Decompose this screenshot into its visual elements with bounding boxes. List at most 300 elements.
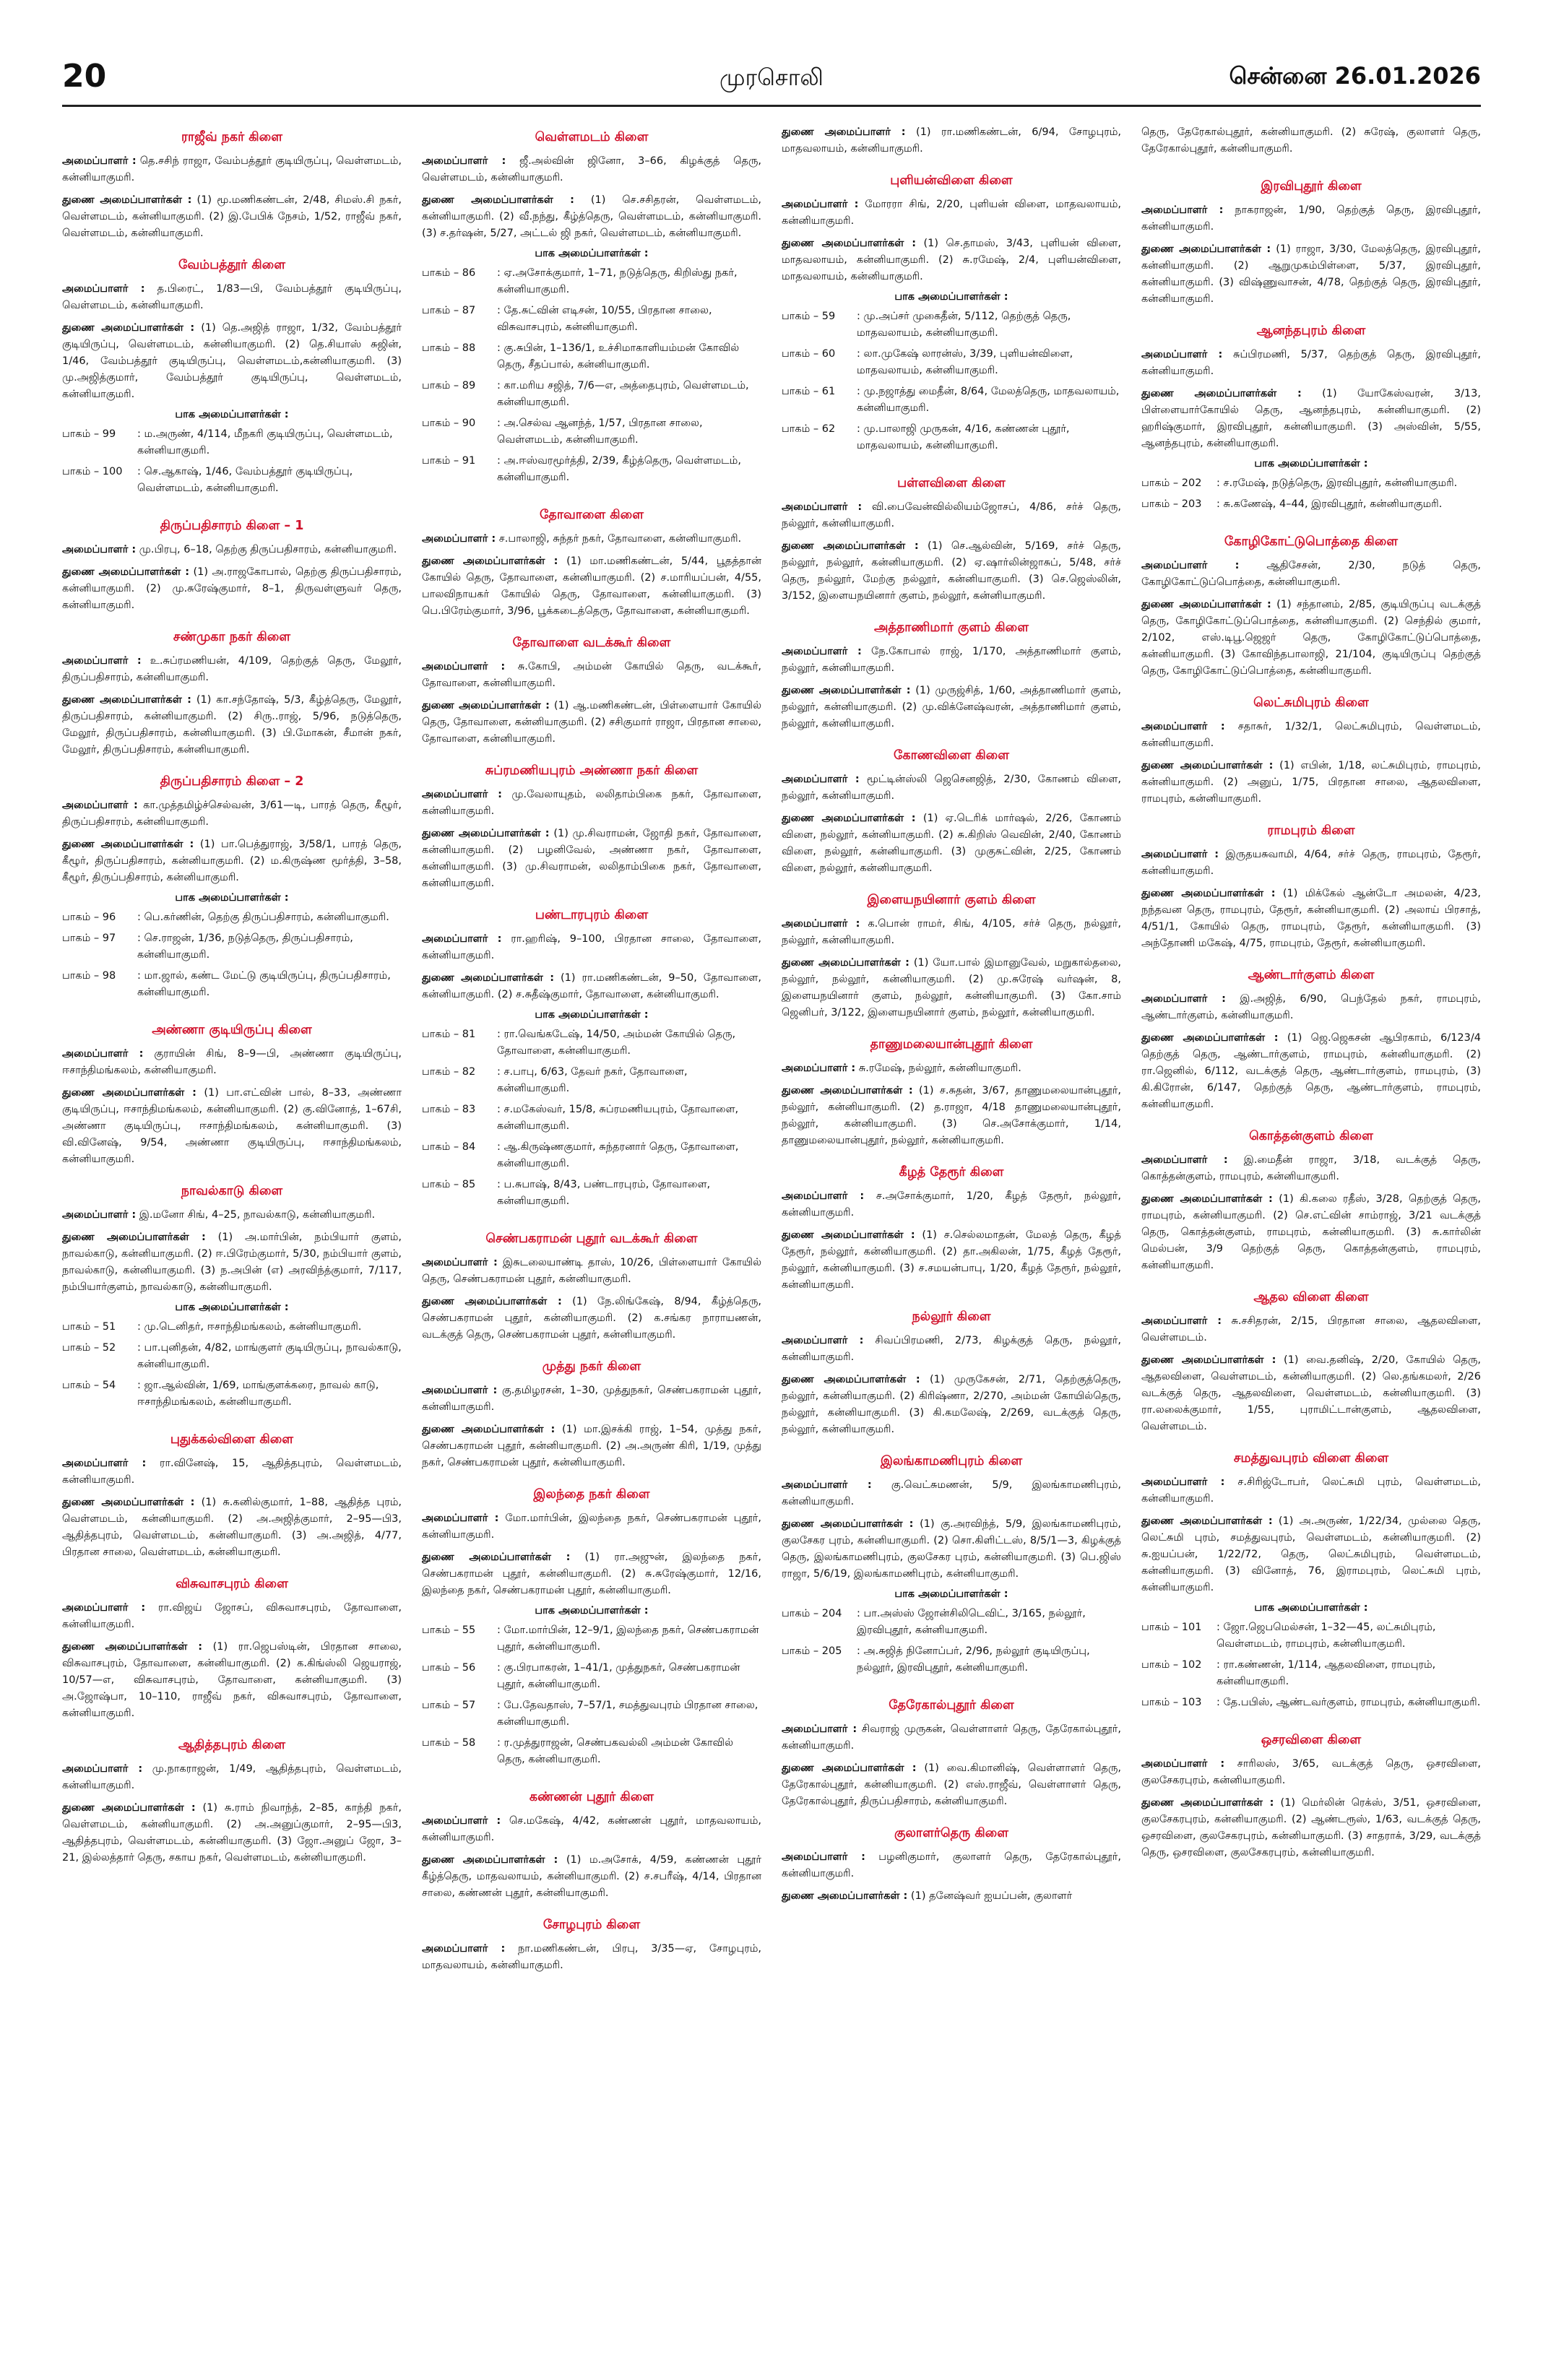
office-bearer-entry <box>782 916 1121 949</box>
booth-text: : கா.மரிய சஜித், 7/6—எ, அத்தைபுரம், வெள்ளமடம், கன்னியாகுமரி. <box>497 380 749 408</box>
booth-number: பாகம் – 91 <box>422 455 476 467</box>
entry-text: (1) ரா.அஜுன், இலந்தை நகர், செண்பகராமன் புதூர், கன்னியாகுமரி. (2) சு.சுரேஷ்குமார், 12/16, இலந்தை நகர், செண்பகராமன் புதூர், கன்னியாகுமரி. <box>422 1552 761 1596</box>
office-bearer-entry <box>1141 886 1481 952</box>
entry-text: (1) பா.பெத்துராஜ், 3/58/1, பாரத் தெரு, கீழூர், திருப்பதிசாரம், கன்னியாகுமரி. (2) ம.கிருஷ்ண மூர்த்தி, 3–58, கீழூர், திருப்பதிசாரம், கன்னியாகுமரி. <box>62 839 402 883</box>
entry-text: தெ.சசிந் ராஜா, வேம்பத்தூர் குடியிருப்பு, வெள்ளமடம், கன்னியாகுமரி. <box>62 155 402 183</box>
role-label: துணை அமைப்பாளர்கள் : <box>782 813 916 824</box>
office-bearer-entry <box>62 1639 402 1722</box>
office-bearer-entry <box>62 281 402 314</box>
office-bearer-entry <box>1141 1795 1481 1861</box>
role-label: துணை அமைப்பாளர்கள் : <box>422 1552 571 1563</box>
booth-row <box>1141 1619 1481 1653</box>
booth-heading: பாக அமைப்பாளர்கள் : <box>894 291 1008 303</box>
entry-text: சிவராஜ் முருகன், வெள்ளாளர் தெரு, தேரேகால்புதூர், கன்னியாகுமரி. <box>782 1723 1121 1752</box>
branch-section <box>1141 823 1481 952</box>
booth-number: பாகம் – 82 <box>422 1066 476 1078</box>
office-bearer-entry <box>1141 347 1481 380</box>
booth-text: : ம.அருண், 4/114, மீநகரி குடியிருப்பு, வெள்ளமடம், கன்னியாகுமரி. <box>137 428 393 456</box>
booth-text: : ஜா.ஆல்வின், 1/69, மாங்குளக்கரை, நாவல் காடு, ஈசாந்திமங்கலம், கன்னியாகுமரி. <box>137 1380 379 1408</box>
branch-section <box>422 508 761 620</box>
booth-row <box>422 1064 761 1097</box>
branch-section <box>782 476 1121 605</box>
booth-row <box>782 1606 1121 1639</box>
booth-heading: பாக அமைப்பாளர்கள் : <box>1254 1602 1368 1614</box>
booth-number: பாகம் – 51 <box>62 1321 116 1333</box>
entry-text: (1) அ.ராஜகோபால், தெற்கு திருப்பதிசாரம், கன்னியாகுமரி. (2) மு.சுரேஷ்குமார், 8–1, திருவள்ளுவர் தெரு, கன்னியாகுமரி. <box>62 566 402 611</box>
branch-section <box>62 1577 402 1722</box>
office-bearer-entry <box>422 931 761 964</box>
branch-section <box>1141 968 1481 1113</box>
booth-number: பாகம் – 89 <box>422 380 476 391</box>
role-label: துணை அமைப்பாளர்கள் : <box>782 1374 920 1385</box>
office-bearer-entry <box>1141 124 1481 157</box>
role-label: அமைப்பாளர் : <box>422 789 502 800</box>
office-bearer-entry <box>422 826 761 892</box>
branch-title: ராஜீவ் நகர் கிளை <box>181 130 282 144</box>
role-label: அமைப்பாளர் : <box>62 155 137 167</box>
entry-text: (1) வை.கிமானிஷ், வெள்ளாளர் தெரு, தேரேகால்புதூர், கன்னியாகுமரி. (2) எஸ்.ராஜீவ், வெள்ளாளர் தெரு, தேரேகால்புதூர், திருப்பதிசாரம், கன்னியாகுமரி. <box>782 1762 1121 1807</box>
column-1 <box>62 124 402 2349</box>
office-bearer-entry <box>782 1760 1121 1810</box>
office-bearer-entry <box>782 1060 1121 1077</box>
branch-section <box>782 1165 1121 1294</box>
office-bearer-entry <box>782 683 1121 732</box>
entry-text: (1) ச.செல்லமாதன், மேலத் தெரு, கீழத் தேரூர், நல்லூர், கன்னியாகுமரி. (2) தா.அகிலன், 1/75, கீழத் தேரூர், நல்லூர், கன்னியாகுமரி. (3) ச.சமயன்பாபு, 1/20, கீழத் தேரூர், நல்லூர், கன்னியாகுமரி. <box>782 1229 1121 1291</box>
role-label: துணை அமைப்பாளர்கள் : <box>1141 243 1271 255</box>
role-label: அமைப்பாளர் : <box>1141 349 1223 360</box>
branch-section <box>1141 696 1481 808</box>
office-bearer-entry <box>1141 991 1481 1024</box>
office-bearer-entry <box>1141 202 1481 235</box>
article-columns <box>62 124 1481 2349</box>
booth-number: பாகம் – 57 <box>422 1700 476 1711</box>
page-number: 20 <box>62 58 107 95</box>
entry-text: வி.பைவேன்வில்லியம்ஜோசப், 4/86, சர்ச் தெரு, நல்லூர், கன்னியாகுமரி. <box>782 501 1121 529</box>
entry-text: (1) ச.சுதன், 3/67, தாணுமலையான்புதூர், நல்லூர், கன்னியாகுமரி. (2) த.ராஜா, 4/18 தாணுமலையான்புதூர், நல்லூர், கன்னியாகுமரி. (3) செ.அசோக்குமார், 1/14, தாணுமலையான்புதூர், நல்லூர், கன்னியாகுமரி. <box>782 1085 1121 1146</box>
booth-text: : மு.அப்சர் முகைதீன், 5/112, தெற்குத் தெரு, மாதவலாயம், கன்னியாகுமரி. <box>857 311 1071 339</box>
booth-number: பாகம் – 62 <box>782 423 836 435</box>
branch-section <box>62 1432 402 1561</box>
role-label: துணை அமைப்பாளர்கள் : <box>62 1232 206 1243</box>
role-label: அமைப்பாளர் : <box>782 1190 865 1202</box>
booth-row <box>62 1340 402 1373</box>
branch-title: கோழிகோட்டுபொத்தை கிளை <box>1224 535 1399 549</box>
booth-text: : தே.பபிஸ், ஆண்டவர்குளம், ராமபுரம், கன்னியாகுமரி. <box>1216 1697 1481 1708</box>
booth-text: : மோ.மார்பின், 12–9/1, இலந்தை நகர், செண்பகராமன் புதூர், கன்னியாகுமரி. <box>497 1624 759 1653</box>
office-bearer-entry <box>1141 1152 1481 1185</box>
role-label: துணை அமைப்பாளர்கள் : <box>422 972 555 984</box>
role-label: துணை அமைப்பாளர்கள் : <box>782 685 911 696</box>
office-bearer-entry <box>1141 1474 1481 1507</box>
office-bearer-entry <box>422 153 761 186</box>
office-bearer-entry <box>782 810 1121 877</box>
entry-text: ரா.விஜய் ஜோசப், விசுவாசபுரம், தோவாளை, கன்னியாகுமரி. <box>62 1602 402 1630</box>
branch-title: பள்ளவிளை கிளை <box>897 476 1006 490</box>
entry-text: (1) ராஜா, 3/30, மேலத்தெரு, இரவிபுதூர், கன்னியாகுமரி. (2) ஆறுமுகம்பிள்ளை, 5/37, இரவிபுதூர், கன்னியாகுமரி. (3) விஷ்ணுவாசன், 4/78, தெற்குத் தெரு, இரவிபுதூர், கன்னியாகுமரி. <box>1141 243 1481 305</box>
role-label: துணை அமைப்பாளர்கள் : <box>782 1229 915 1241</box>
branch-title: பண்டாரபுரம் கிளை <box>535 908 649 922</box>
booth-row <box>1141 1657 1481 1690</box>
role-label: அமைப்பாளர் : <box>62 283 145 295</box>
entry-text: (1) மெர்லின் ரெக்ஸ், 3/51, ஒசரவிளை, குலசேகரபுரம், கன்னியாகுமரி. (2) ஆண்டரூஸ், 1/63, வடக்குத் தெரு, ஒசரவிளை, குலசேகரபுரம், கன்னியாகுமரி. (3) சாதராக், 3/29, வடக்குத் தெரு, ஒசரவிளை, குலசேகரபுரம், கன்னியாகுமரி. <box>1141 1797 1481 1858</box>
office-bearer-entry <box>422 659 761 692</box>
office-bearer-entry <box>422 1549 761 1599</box>
entry-text: (1) சந்தானம், 2/85, குடியிருப்பு வடக்குத் தெரு, கோழிகோட்டுப்பொத்தை, கன்னியாகுமரி. (2) செந்தில் குமார், 2/102, எஸ்.டிபூ.ஜெஜர் தெரு, கோழிகோட்டுப்பொத்தை, கன்னியாகுமரி. (3) கோவிந்தபாலாஜி, 21/104, குடியிருப்பு தெற்குத் தெரு, கோழிகோட்டுப்பொத்தை, கன்னியாகுமரி. <box>1141 599 1481 677</box>
branch-section <box>62 630 402 758</box>
office-bearer-entry <box>422 1510 761 1544</box>
office-bearer-entry <box>782 644 1121 677</box>
entry-text: (1) சு.ராம் நிவாந்த், 2–85, காந்தி நகர், வெள்ளமடம், கன்னியாகுமரி. (2) அ.அனுப்குமார், 2–95—பி3, ஆதித்தபுரம், வெள்ளமடம், கன்னியாகுமரி. (3) ஜோ.அனுப் ஜோ, 3–21, இல்லத்தார் தெரு, சகாய நகர், வெள்ளமடம், கன்னியாகுமரி. <box>62 1802 402 1864</box>
office-bearer-entry <box>422 1382 761 1416</box>
role-label: அமைப்பாளர் : <box>422 933 502 945</box>
office-bearer-entry <box>62 1085 402 1168</box>
role-label: துணை அமைப்பாளர்கள் : <box>62 839 194 850</box>
branch-title: கீழத் தேரூர் கிளை <box>899 1165 1004 1180</box>
branch-section <box>422 908 761 1210</box>
entry-text: சிவப்பிரமணி, 2/73, கிழக்குத் தெரு, நல்லூர், கன்னியாகுமரி. <box>782 1335 1121 1363</box>
office-bearer-entry <box>782 1721 1121 1754</box>
booth-number: பாகம் – 84 <box>422 1141 476 1153</box>
booth-heading: பாக அமைப்பாளர்கள் : <box>1254 458 1368 469</box>
branch-title: இலங்காமணிபுரம் கிளை <box>880 1454 1023 1468</box>
role-label: துணை அமைப்பாளர்கள் : <box>62 194 192 206</box>
booth-text: : ஏ.அசோக்குமார், 1–71, நடுத்தெரு, கிறிஸ்து நகர், கன்னியாகுமரி. <box>497 267 738 295</box>
office-bearer-entry <box>422 553 761 620</box>
branch-title: கண்ணன் புதூர் கிளை <box>529 1790 654 1804</box>
office-bearer-entry <box>62 153 402 186</box>
entry-text: (1) மு.சிவராமன், ஜோதி நகர், தோவாளை, கன்னியாகுமரி. (2) பழனிவேல், அண்ணா நகர், தோவாளை, கன்னியாகுமரி. (3) மு.சிவராமன், லலிதாம்பிகை நகர், தோவாளை, கன்னியாகுமரி. <box>422 828 761 889</box>
branch-title: கோணவிளை கிளை <box>893 748 1010 763</box>
booth-number: பாகம் – 100 <box>62 466 123 477</box>
entry-text: செ.மகேஷ், 4/42, கண்ணன் புதூர், மாதவலாயம், கன்னியாகுமரி. <box>422 1815 761 1843</box>
office-bearer-entry <box>1141 719 1481 752</box>
entry-text: மோ.மார்பின், இலந்தை நகர், செண்பகராமன் புதூர், கன்னியாகுமரி. <box>422 1513 761 1541</box>
booth-row <box>62 1319 402 1336</box>
entry-text: (1) யோ.பால் இமானுவேல், மறுகால்தலை, நல்லூர், நல்லூர், கன்னியாகுமரி. (2) மு.சுரேஷ் வர்ஷன், 8, இளையநயினார் குளம், நல்லூர், கன்னியாகுமரி. (3) கோ.சாம் ஜெனிபர், 3/122, இளையநயினார் குளம், நல்லூர், கன்னியாகுமரி. <box>782 957 1121 1018</box>
role-label: அமைப்பாளர் : <box>1141 1154 1228 1166</box>
role-label: துணை அமைப்பாளர்கள் : <box>62 1497 195 1508</box>
office-bearer-entry <box>782 124 1121 157</box>
office-bearer-entry <box>62 1046 402 1079</box>
booth-text: : மா.ஜால், கண்ட மேட்டு குடியிருப்பு, திருப்பதிசாரம், கன்னியாகுமரி. <box>137 970 391 998</box>
office-bearer-entry <box>782 1372 1121 1438</box>
booth-number: பாகம் – 98 <box>62 970 116 982</box>
branch-section <box>62 774 402 1001</box>
office-bearer-entry <box>782 1849 1121 1882</box>
entry-text: (1) மா.இசக்கி ராஜ், 1–54, முத்து நகர், செண்பகராமன் புதூர், கன்னியாகுமரி. (2) அ.அருண் கிரி, 1/19, முத்து நகர், செண்பகராமன் புதூர், கன்னியாகுமரி. <box>422 1424 761 1468</box>
entry-text: மூட்டின்ஸ்லி ஜெசெனஜித், 2/30, கோணம் விளை, நல்லூர், கன்னியாகுமரி. <box>782 774 1121 802</box>
booth-row <box>422 453 761 486</box>
branch-section <box>422 130 761 486</box>
entry-text: மு.பிரபு, 6–18, தெற்கு திருப்பதிசாரம், கன்னியாகுமரி. <box>136 544 397 555</box>
role-label: துணை அமைப்பாளர்கள் : <box>1141 760 1274 771</box>
branch-section <box>422 763 761 892</box>
booth-heading: பாக அமைப்பாளர்கள் : <box>175 1302 289 1313</box>
entry-text: இ.மைதீன் ராஜா, 3/18, வடக்குத் தெரு, கொத்தன்குளம், ராமபுரம், கன்னியாகுமரி. <box>1141 1154 1481 1182</box>
entry-text: மோரரா சிங், 2/20, புளியன் விளை, மாதவலாயம், கன்னியாகுமரி. <box>782 199 1121 227</box>
booth-row <box>422 1102 761 1135</box>
booth-row <box>422 415 761 449</box>
booth-number: பாகம் – 86 <box>422 267 476 279</box>
booth-text: : பே.தேவதாஸ், 7–57/1, சமத்துவபுரம் பிரதான சாலை, கன்னியாகுமரி. <box>497 1700 758 1728</box>
branch-section <box>782 620 1121 732</box>
booth-number: பாகம் – 54 <box>62 1380 116 1391</box>
booth-number: பாகம் – 202 <box>1141 477 1202 489</box>
role-label: அமைப்பாளர் : <box>422 1385 498 1396</box>
booth-number: பாகம் – 61 <box>782 386 836 397</box>
booth-row <box>62 909 402 926</box>
role-label: அமைப்பாளர் : <box>1141 560 1240 571</box>
branch-title: ஆண்டார்குளம் கிளை <box>1248 968 1375 982</box>
booth-row <box>782 1643 1121 1676</box>
office-bearer-entry <box>422 1813 761 1846</box>
role-label: துணை அமைப்பாளர்கள் : <box>422 194 574 206</box>
booth-row <box>62 464 402 497</box>
entry-text: சாரிலஸ், 3/65, வடக்குத் தெரு, ஒசரவிளை, குலசேகரபுரம், கன்னியாகுமரி. <box>1141 1758 1481 1786</box>
booth-row <box>422 1139 761 1172</box>
booth-number: பாகம் – 103 <box>1141 1697 1202 1708</box>
office-bearer-entry <box>422 1294 761 1343</box>
office-bearer-entry <box>782 196 1121 230</box>
role-label: துணை அமைப்பாளர்கள் : <box>62 1802 196 1814</box>
entry-text: (1) கா.சந்தோஷ், 5/3, கீழ்த்தெரு, மேலூர், திருப்பதிசாரம், கன்னியாகுமரி. (2) சிரு..ராஜ், 5/96, நடுத்தெரு, மேலூர், திருப்பதிசாரம், கன்னியாகுமரி. (3) பி.மோகன், சீமான் நகர், மேலூர், திருப்பதிசாரம், கன்னியாகுமரி. <box>62 694 402 756</box>
branch-title: சுப்ரமணியபுரம் அண்ணா நகர் கிளை <box>485 763 699 778</box>
branch-title: ஆதித்தபுரம் கிளை <box>178 1738 286 1752</box>
office-bearer-entry <box>62 320 402 403</box>
office-bearer-entry <box>1141 1352 1481 1435</box>
role-label: அமைப்பாளர் : <box>62 544 137 555</box>
booth-row <box>782 346 1121 379</box>
role-label: அமைப்பாளர் : <box>422 1943 506 1955</box>
entry-text: குராயின் சிங், 8–9—பி, அண்ணா குடியிருப்பு, ஈசாந்திமங்கலம், கன்னியாகுமரி. <box>62 1048 402 1076</box>
office-bearer-entry <box>422 970 761 1003</box>
branch-section <box>1141 1129 1481 1274</box>
entry-text: (1) ஜெ.ஜெகசன் ஆபிரகாம், 6/123/4 தெற்குத் தெரு, ஆண்டார்குளம், ராமபுரம், கன்னியாகுமரி. (2) ரா.ஜெனில், 6/112, வடக்குத் தெரு, ஆண்டார்குளம், ராமபுரம், (3) கி.கிரோன், 6/147, தெற்குத் தெரு, ஆண்டார்குளம், ராமபுரம், கன்னியாகுமரி. <box>1141 1032 1481 1110</box>
role-label: அமைப்பாளர் : <box>422 1513 499 1524</box>
entry-text: (1) செ.ஆல்வின், 5/169, சர்ச் தெரு, நல்லூர், நல்லூர், கன்னியாகுமரி. (2) ஏ.ஷார்லின்ஜாசுப், 5/48, சர்ச் தெரு, நல்லூர், மேற்கு நல்லூர், கன்னியாகுமரி. (3) செ.ஜெஸ்லின், 3/152, இளையநயினார் குளம், நல்லூர், கன்னியாகுமரி. <box>782 540 1121 602</box>
entry-text: (1) தனேஷ்வர் ஐயப்பன், குலாளர் <box>907 1890 1073 1902</box>
booth-row <box>422 1177 761 1210</box>
office-bearer-entry <box>62 192 402 242</box>
role-label: துணை அமைப்பாளர்கள் : <box>422 1424 556 1435</box>
role-label: அமைப்பாளர் : <box>62 1763 143 1775</box>
booth-text: : சு.கணேஷ், 4–44, இரவிபுதூர், கன்னியாகுமரி. <box>1216 498 1443 510</box>
role-label: அமைப்பாளர் : <box>1141 993 1226 1005</box>
office-bearer-entry <box>422 698 761 748</box>
booth-text: : கு.சுபின், 1–136/1, உச்சிமாகாளியம்மன் கோவில் தெரு, சீதப்பால், கன்னியாகுமரி. <box>497 342 740 371</box>
booth-number: பாகம் – 59 <box>782 311 836 322</box>
office-bearer-entry <box>1141 241 1481 308</box>
branch-title: நாவல்காடு கிளை <box>181 1184 283 1198</box>
branch-title: புதுக்கல்விளை கிளை <box>170 1432 294 1447</box>
entry-text: ஜீ.அல்வின் ஜினோ, 3–66, கிழக்குத் தெரு, வெள்ளமடம், கன்னியாகுமரி. <box>422 155 761 183</box>
entry-text: ரா.ஹரிஷ், 9–100, பிரதான சாலை, தோவாளை, கன்னியாகுமரி. <box>422 933 761 961</box>
role-label: அமைப்பாளர் : <box>422 533 496 545</box>
entry-text: இருதயசுவாமி, 4/64, சர்ச் தெரு, ராமபுரம், தேரூர், கன்னியாகுமரி. <box>1141 849 1481 877</box>
booth-row <box>422 1697 761 1731</box>
role-label: துணை அமைப்பாளர்கள் : <box>422 555 558 567</box>
role-label: அமைப்பாளர் : <box>782 199 859 210</box>
dateline: சென்னை 26.01.2026 <box>1229 62 1481 90</box>
branch-title: அத்தாணிமார் குளம் கிளை <box>874 620 1029 635</box>
branch-title: வெள்ளமடம் கிளை <box>535 130 649 144</box>
role-label: துணை அமைப்பாளர்கள் : <box>422 1296 562 1307</box>
booth-row <box>1141 475 1481 492</box>
branch-section <box>782 1310 1121 1438</box>
office-bearer-entry <box>422 1421 761 1471</box>
entry-text: (1) ரா.மணிகண்டன், 6/94, சோழபுரம், மாதவலாயம், கன்னியாகுமரி. <box>782 126 1121 155</box>
role-label: துணை அமைப்பாளர்கள் : <box>1141 1032 1279 1044</box>
role-label: துணை அமைப்பாளர்கள் : <box>1141 1354 1276 1366</box>
branch-section <box>782 748 1121 877</box>
role-label: அமைப்பாளர் : <box>1141 204 1224 216</box>
role-label: துணை அமைப்பாளர்கள் : <box>782 957 909 969</box>
branch-section <box>422 1232 761 1343</box>
entry-text: (1) சு.கனில்குமார், 1–88, ஆதித்த புரம், வெள்ளமடம், கன்னியாகுமரி. (2) அ.அஜித்குமார், 2–95—பி3, ஆதித்தபுரம், வெள்ளமடம், கன்னியாகுமரி. (3) அ.அஜித், 4/77, பிரதான சாலை, வெள்ளமடம், கன்னியாகுமரி. <box>62 1497 402 1558</box>
branch-section <box>62 1184 402 1411</box>
entry-text: (1) செ.தாமஸ், 3/43, புளியன் விளை, மாதவலாயம், கன்னியாகுமரி. (2) சு.ரமேஷ், 2/4, புளியன்விளை, மாதவலாயம், கன்னியாகுமரி. <box>782 238 1121 282</box>
entry-text: நே.கோபால் ராஜ், 1/170, அத்தாணிமார் குளம், நல்லூர், கன்னியாகுமரி. <box>782 646 1121 674</box>
booth-number: பாகம் – 52 <box>62 1342 116 1354</box>
entry-text: நாகராஜன், 1/90, தெற்குத் தெரு, இரவிபுதூர், கன்னியாகுமரி. <box>1141 204 1481 233</box>
role-label: துணை அமைப்பாளர்கள் : <box>422 700 550 711</box>
office-bearer-entry <box>422 1852 761 1902</box>
role-label: துணை அமைப்பாளர்கள் : <box>1141 1193 1273 1205</box>
entry-text: (1) வை.தனிஷ், 2/20, கோயில் தெரு, ஆதலவிளை, வெள்ளமடம், கன்னியாகுமரி. (2) லெ.தங்கமலர், 2/26 வடக்குத் தெரு, ஆதலவிளை, வெள்ளமடம், கன்னியாகுமரி. (3) ரா.லலைக்குமார், 1/55, புராமிட்டான்குளம், ஆதலவிளை, வெள்ளமடம். <box>1141 1354 1481 1432</box>
booth-row <box>782 384 1121 417</box>
entry-text: சு.சசிதரன், 2/15, பிரதான சாலை, ஆதலவிளை, வெள்ளமடம். <box>1141 1315 1481 1343</box>
entry-text: தெரு, தேரேகால்புதூர், கன்னியாகுமரி. (2) சுரேஷ், குலாளர் தெரு, தேரேகால்புதூர், கன்னியாகுமரி. <box>1141 126 1481 155</box>
booth-text: : ச.பாபு, 6/63, தேவர் நகர், தோவாளை, கன்னியாகுமரி. <box>497 1066 688 1094</box>
branch-title: தோவாளை வடக்கூர் கிளை <box>512 636 671 650</box>
booth-text: : பெ.கர்ணின், தெற்கு திருப்பதிசாரம், கன்னியாகுமரி. <box>137 912 389 923</box>
branch-section <box>1141 179 1481 308</box>
booth-number: பாகம் – 87 <box>422 305 476 316</box>
role-label: அமைப்பாளர் : <box>1141 1315 1222 1327</box>
role-label: துணை அமைப்பாளர்கள் : <box>422 1854 558 1866</box>
entry-text: மு.வேலாயுதம், லலிதாம்பிகை நகர், தோவாளை, கன்னியாகுமரி. <box>422 789 761 817</box>
entry-text: இ.மனோ சிங், 4–25, நாவல்காடு, கன்னியாகுமரி. <box>136 1209 376 1221</box>
branch-section <box>62 258 402 497</box>
booth-number: பாகம் – 88 <box>422 342 476 354</box>
entry-text: (1) முருஜ்சித், 1/60, அத்தாணிமார் குளம், நல்லூர், கன்னியாகுமரி. (2) மு.விக்னேஷ்வரன், அத்தாணிமார் குளம், நல்லூர், கன்னியாகுமரி. <box>782 685 1121 730</box>
branch-title: விசுவாசபுரம் கிளை <box>176 1577 288 1591</box>
booth-text: : ர.முத்துராஜன், செண்பகவல்லி அம்மன் கோவில் தெரு, கன்னியாகுமரி. <box>497 1737 734 1765</box>
role-label: அமைப்பாளர் : <box>422 1257 498 1268</box>
office-bearer-entry <box>1141 1191 1481 1274</box>
branch-section <box>782 1826 1121 1905</box>
booth-text: : தே.சுட்வின் எடிசன், 10/55, பிரதான சாலை, விசுவாசபுரம், கன்னியாகுமரி. <box>497 305 712 333</box>
office-bearer-entry <box>782 1227 1121 1294</box>
entry-text: கா.முத்தமிழ்ச்செல்வன், 3/61—டி, பாரத் தெரு, கீழூர், திருப்பதிசாரம், கன்னியாகுமரி. <box>62 800 402 828</box>
entry-text: (1) ரா.ஜெபஸ்டின், பிரதான சாலை, விசுவாசபுரம், தோவாளை, கன்னியாகுமரி. (2) க.கிங்ஸ்லி ஜெயராஜ், 10/57—எ, விசுவாசபுரம், தோவாளை, கன்னியாகுமரி. (3) அ.ஜோஷ்பா, 10–110, ராஜீவ் நகர், விசுவாசபுரம், தோவாளை, கன்னியாகுமரி. <box>62 1641 402 1719</box>
office-bearer-entry <box>782 1516 1121 1583</box>
entry-text: கு.தமிழரசன், 1–30, முத்துநகர், செண்பகராமன் புதூர், கன்னியாகுமரி. <box>422 1385 761 1413</box>
booth-number: பாகம் – 85 <box>422 1179 476 1190</box>
role-label: துணை அமைப்பாளர்கள் : <box>782 1890 908 1902</box>
entry-text: கு.வெட்சுமணன், 5/9, இலங்காமணிபுரம், கன்னியாகுமரி. <box>782 1479 1121 1507</box>
office-bearer-entry <box>1141 1513 1481 1596</box>
office-bearer-entry <box>782 538 1121 605</box>
booth-number: பாகம் – 83 <box>422 1104 476 1115</box>
office-bearer-entry <box>62 1600 402 1633</box>
branch-section <box>782 893 1121 1021</box>
branch-title: சோழபுரம் கிளை <box>543 1918 641 1932</box>
role-label: துணை அமைப்பாளர்கள் : <box>782 238 917 249</box>
office-bearer-entry <box>782 499 1121 532</box>
booth-text: : ஜோ.ஜெபமெல்சன், 1–32—45, லட்சுமிபுரம், வெள்ளமடம், ராமபுரம், கன்னியாகுமரி. <box>1216 1622 1436 1650</box>
booth-row <box>422 378 761 411</box>
column-3 <box>782 124 1121 2349</box>
role-label: துணை அமைப்பாளர்கள் : <box>1141 388 1302 399</box>
branch-section <box>1141 324 1481 513</box>
booth-number: பாகம் – 81 <box>422 1029 476 1040</box>
booth-row <box>62 968 402 1001</box>
role-label: துணை அமைப்பாளர்கள் : <box>1141 1797 1274 1809</box>
entry-text: (1) மூ.மணிகண்டன், 2/48, சிமஸ்.சி நகர், வெள்ளமடம், கன்னியாகுமரி. (2) இ.பேபிக் நேசம், 1/52, ராஜீவ் நகர், வெள்ளமடம், கன்னியாகுமரி. <box>62 194 402 239</box>
office-bearer-entry <box>62 1800 402 1866</box>
entry-text: (1) மா.மணிகண்டன், 5/44, பூதத்தான் கோயில் தெரு, தோவாளை, கன்னியாகுமரி. (2) ச.மாரியப்பன், 4/55, பாலவிநாயகர் கோயில் தெரு, தோவாளை, கன்னியாகுமரி. (3) பெ.பிரேம்குமார், 3/96, பூக்கடைத்தெரு, தோவாளை, கன்னியாகுமரி. <box>422 555 761 617</box>
office-bearer-entry <box>62 797 402 831</box>
role-label: அமைப்பாளர் : <box>62 1458 147 1469</box>
office-bearer-entry <box>1141 1756 1481 1789</box>
booth-text: : ரா.கண்ணன், 1/114, ஆதலவிளை, ராமபுரம், கன்னியாகுமரி. <box>1216 1659 1436 1687</box>
entry-text: இ.அஜித், 6/90, பெந்தேல் நகர், ராமபுரம், ஆண்டார்குளம், கன்னியாகுமரி. <box>1141 993 1481 1021</box>
entry-text: (1) செ.சசிதரன், வெள்ளமடம், கன்னியாகுமரி. (2) வீ.நந்து, கீழ்த்தெரு, வெள்ளமடம், கன்னியாகுமரி. (3) ச.தர்ஷன், 5/27, அட்டல் ஜி நகர், வெள்ளமடம், கன்னியாகுமரி. <box>422 194 761 239</box>
branch-section <box>1141 1451 1481 1711</box>
branch-title: இலந்தை நகர் கிளை <box>533 1487 650 1502</box>
role-label: அமைப்பாளர் : <box>422 155 506 167</box>
column-2 <box>422 124 761 2349</box>
branch-section <box>1141 535 1481 680</box>
entry-text: ரா.வினேஷ், 15, ஆதித்தபுரம், வெள்ளமடம், கன்னியாகுமரி. <box>62 1458 402 1486</box>
entry-text: (1) ரா.மணிகண்டன், 9–50, தோவாளை, கன்னியாகுமரி. (2) ச.சுதீஷ்குமார், தோவாளை, கன்னியாகுமரி. <box>422 972 761 1000</box>
booth-number: பாகம் – 55 <box>422 1624 476 1636</box>
branch-section <box>422 636 761 748</box>
office-bearer-entry <box>62 836 402 886</box>
branch-title: ஒசரவிளை கிளை <box>1261 1733 1362 1747</box>
role-label: அமைப்பாளர் : <box>782 1335 864 1346</box>
role-label: அமைப்பாளர் : <box>422 1815 501 1827</box>
booth-number: பாகம் – 99 <box>62 428 116 440</box>
office-bearer-entry <box>422 531 761 548</box>
office-bearer-entry <box>782 1333 1121 1366</box>
role-label: அமைப்பாளர் : <box>1141 721 1225 732</box>
branch-section <box>422 1359 761 1471</box>
booth-text: : லா.முகேஷ் லாரன்ஸ், 3/39, புளியன்விளை, மாதவலாயம், கன்னியாகுமரி. <box>857 348 1073 376</box>
branch-title: புளியன்விளை கிளை <box>890 173 1013 188</box>
branch-title: திருப்பதிசாரம் கிளை – 1 <box>160 519 304 533</box>
office-bearer-entry <box>1141 847 1481 880</box>
entry-text: (1) யோகேஸ்வரன், 3/13, பிள்ளையார்கோயில் தெரு, ஆனந்தபுரம், கன்னியாகுமரி. (2) ஹரிஷ்குமார், இரவிபுதூர், கன்னியாகுமரி. (3) அஸ்வின், 5/55, ஆனந்தபுரம், கன்னியாகுமரி. <box>1141 388 1481 449</box>
branch-section <box>1141 124 1481 157</box>
office-bearer-entry <box>782 955 1121 1021</box>
booth-heading: பாக அமைப்பாளர்கள் : <box>535 1009 649 1021</box>
role-label: துணை அமைப்பாளர்கள் : <box>1141 599 1271 610</box>
branch-title: முத்து நகர் கிளை <box>542 1359 641 1374</box>
role-label: அமைப்பாளர் : <box>1141 849 1219 860</box>
entry-text: பழனிகுமார், குலாளர் தெரு, தேரேகால்புதூர், கன்னியாகுமரி. <box>782 1851 1121 1879</box>
role-label: துணை அமைப்பாளர்கள் : <box>62 694 191 706</box>
branch-title: ஆனந்தபுரம் கிளை <box>1256 324 1366 338</box>
booth-row <box>422 340 761 373</box>
booth-heading: பாக அமைப்பாளர்கள் : <box>175 409 289 420</box>
booth-text: : அ.செல்வ ஆனந்த், 1/57, பிரதான சாலை, வெள்ளமடம், கன்னியாகுமரி. <box>497 417 703 446</box>
role-label: அமைப்பாளர் : <box>782 1723 857 1735</box>
role-label: துணை அமைப்பாளர்கள் : <box>62 322 195 334</box>
branch-section <box>1141 1733 1481 1861</box>
entry-text: சதாசுர், 1/32/1, லெட்சுமிபுரம், வெள்ளமடம், கன்னியாகுமரி. <box>1141 721 1481 749</box>
